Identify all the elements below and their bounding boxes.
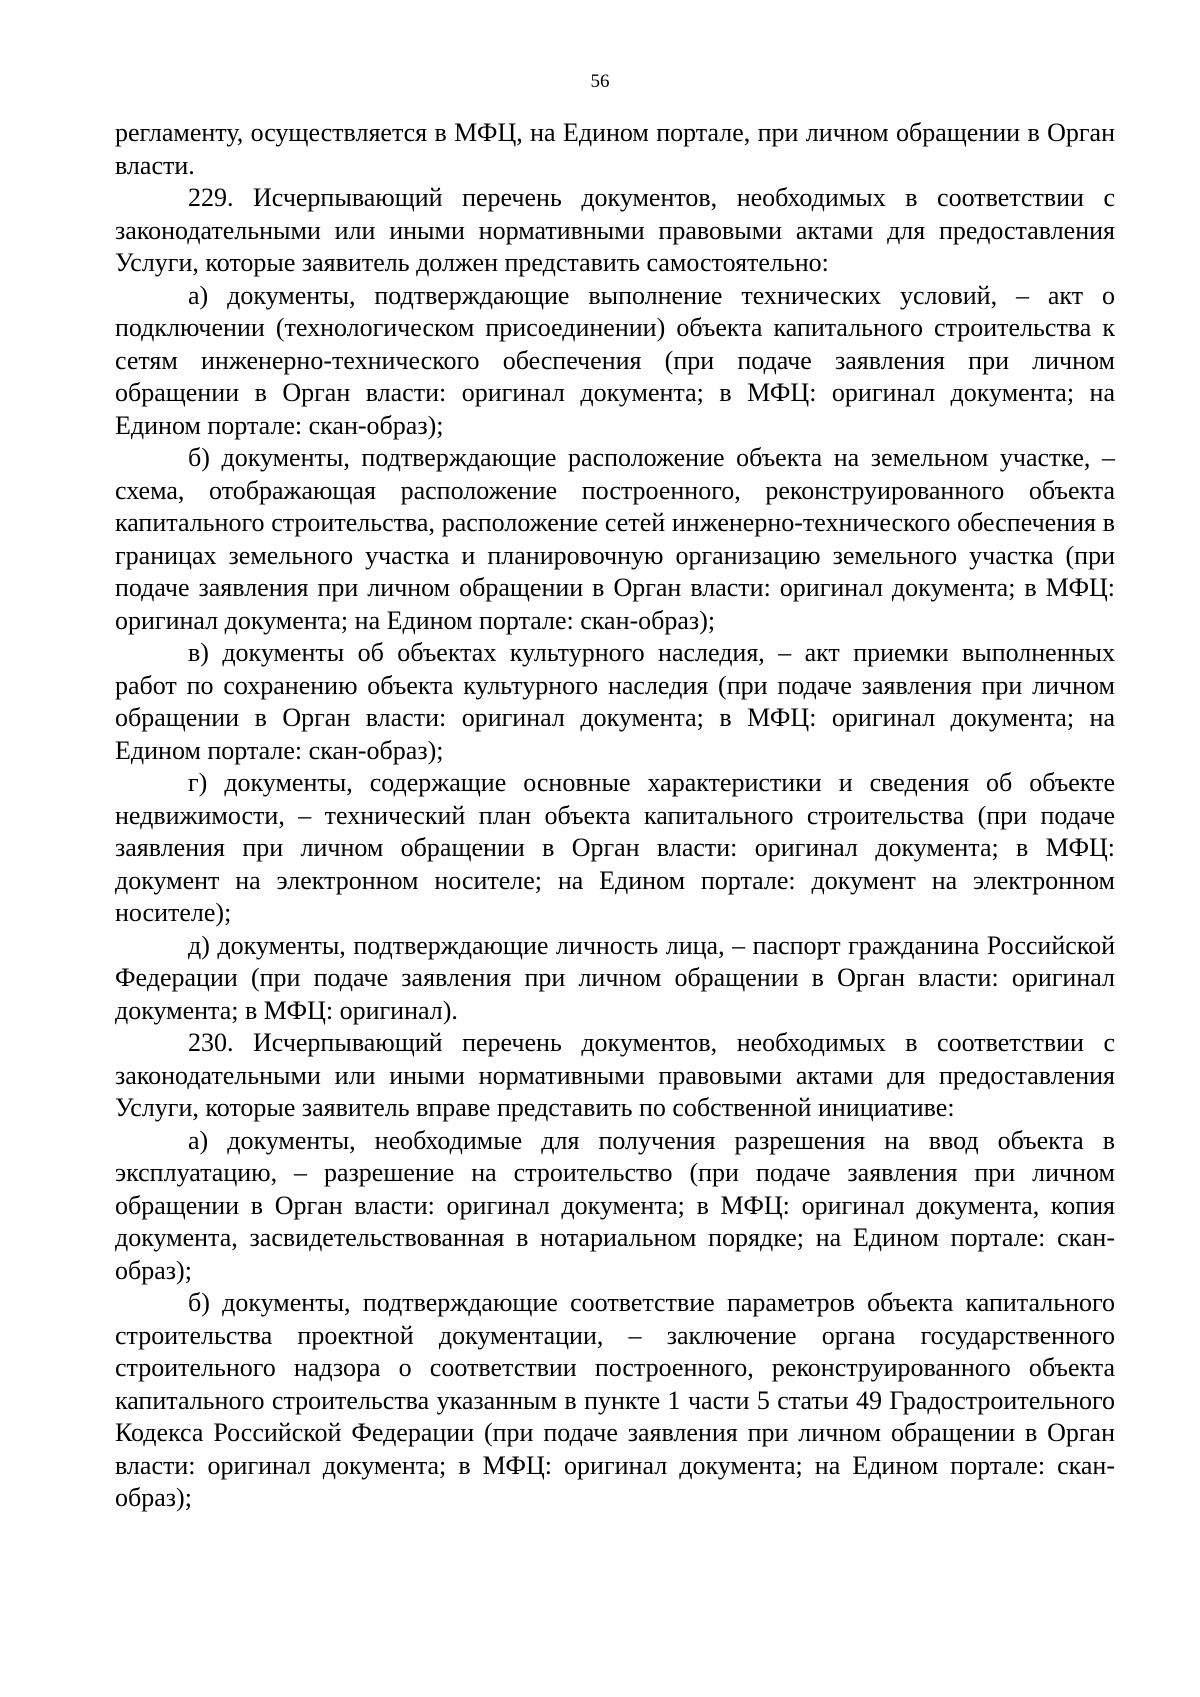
paragraph-229-a: а) документы, подтверждающие выполнение технических условий, – акт о подключении (технологическом присоединении) объекта капитального строительства к сетям инженерно-технического обеспечения (при подаче заявления при личном обращении в Орган власти: оригинал документа; в МФЦ: оригинал документа; на Едином портале: скан-образ); — [115, 280, 1115, 440]
document-body — [115, 117, 1115, 1515]
paragraph-229-v: в) документы об объектах культурного наследия, – акт приемки выполненных работ по сохранению объекта культурного наследия (при подаче заявления при личном обращении в Орган власти: оригинал документа; в МФЦ: оригинал документа; на Едином портале: скан-образ); — [115, 638, 1115, 765]
paragraph-229-b: б) документы, подтверждающие расположение объекта на земельном участке, – схема, отображающая расположение построенного, реконструированного объекта капитального строительства, расположение сетей инженерно-технического обеспечения в границах земельного участка и планировочную организацию земельного участка (при подаче заявления при личном обращении в Орган власти: оригинал документа; в МФЦ: оригинал документа; на Едином портале: скан-образ); — [115, 443, 1115, 635]
paragraph-item-229: 229. Исчерпывающий перечень документов, необходимых в соответствии с законодательными или иными нормативными правовыми актами для предоставления Услуги, которые заявитель должен представить самостоятельно: — [115, 183, 1115, 277]
paragraph-229-d: д) документы, подтверждающие личность лица, – паспорт гражданина Российской Федерации (при подаче заявления при личном обращении в Орган власти: оригинал документа; в МФЦ: оригинал). — [115, 930, 1115, 1025]
paragraph-item-230: 230. Исчерпывающий перечень документов, необходимых в соответствии с законодательными или иными нормативными правовыми актами для предоставления Услуги, которые заявитель вправе представить по собственной инициативе: — [115, 1028, 1115, 1122]
page-number: 56 — [590, 71, 610, 92]
paragraph-230-b: б) документы, подтверждающие соответствие параметров объекта капитального строительства проектной документации, – заключение органа государственного строительного надзора о соответствии построенного, реконструированного объекта капитального строительства указанным в пункте 1 части 5 статьи 49 Градостроительного Кодекса Российской Федерации (при подаче заявления при личном обращении в Орган власти: оригинал документа; в МФЦ: оригинал документа; на Едином портале: скан-образ); — [115, 1288, 1115, 1512]
paragraph-229-g: г) документы, содержащие основные характеристики и сведения об объекте недвижимости, – технический план объекта капитального строительства (при подаче заявления при личном обращении в Орган власти: оригинал документа; в МФЦ: документ на электронном носителе; на Едином портале: документ на электронном носителе); — [115, 768, 1115, 927]
paragraph-continuation: регламенту, осуществляется в МФЦ, на Едином портале, при личном обращении в Орган власти. — [115, 118, 1115, 180]
paragraph-230-a: а) документы, необходимые для получения разрешения на ввод объекта в эксплуатацию, – разрешение на строительство (при подаче заявления при личном обращении в Орган власти: оригинал документа; в МФЦ: оригинал документа, копия документа, засвидетельствованная в нотариальном порядке; на Едином портале: скан-образ); — [115, 1125, 1115, 1285]
